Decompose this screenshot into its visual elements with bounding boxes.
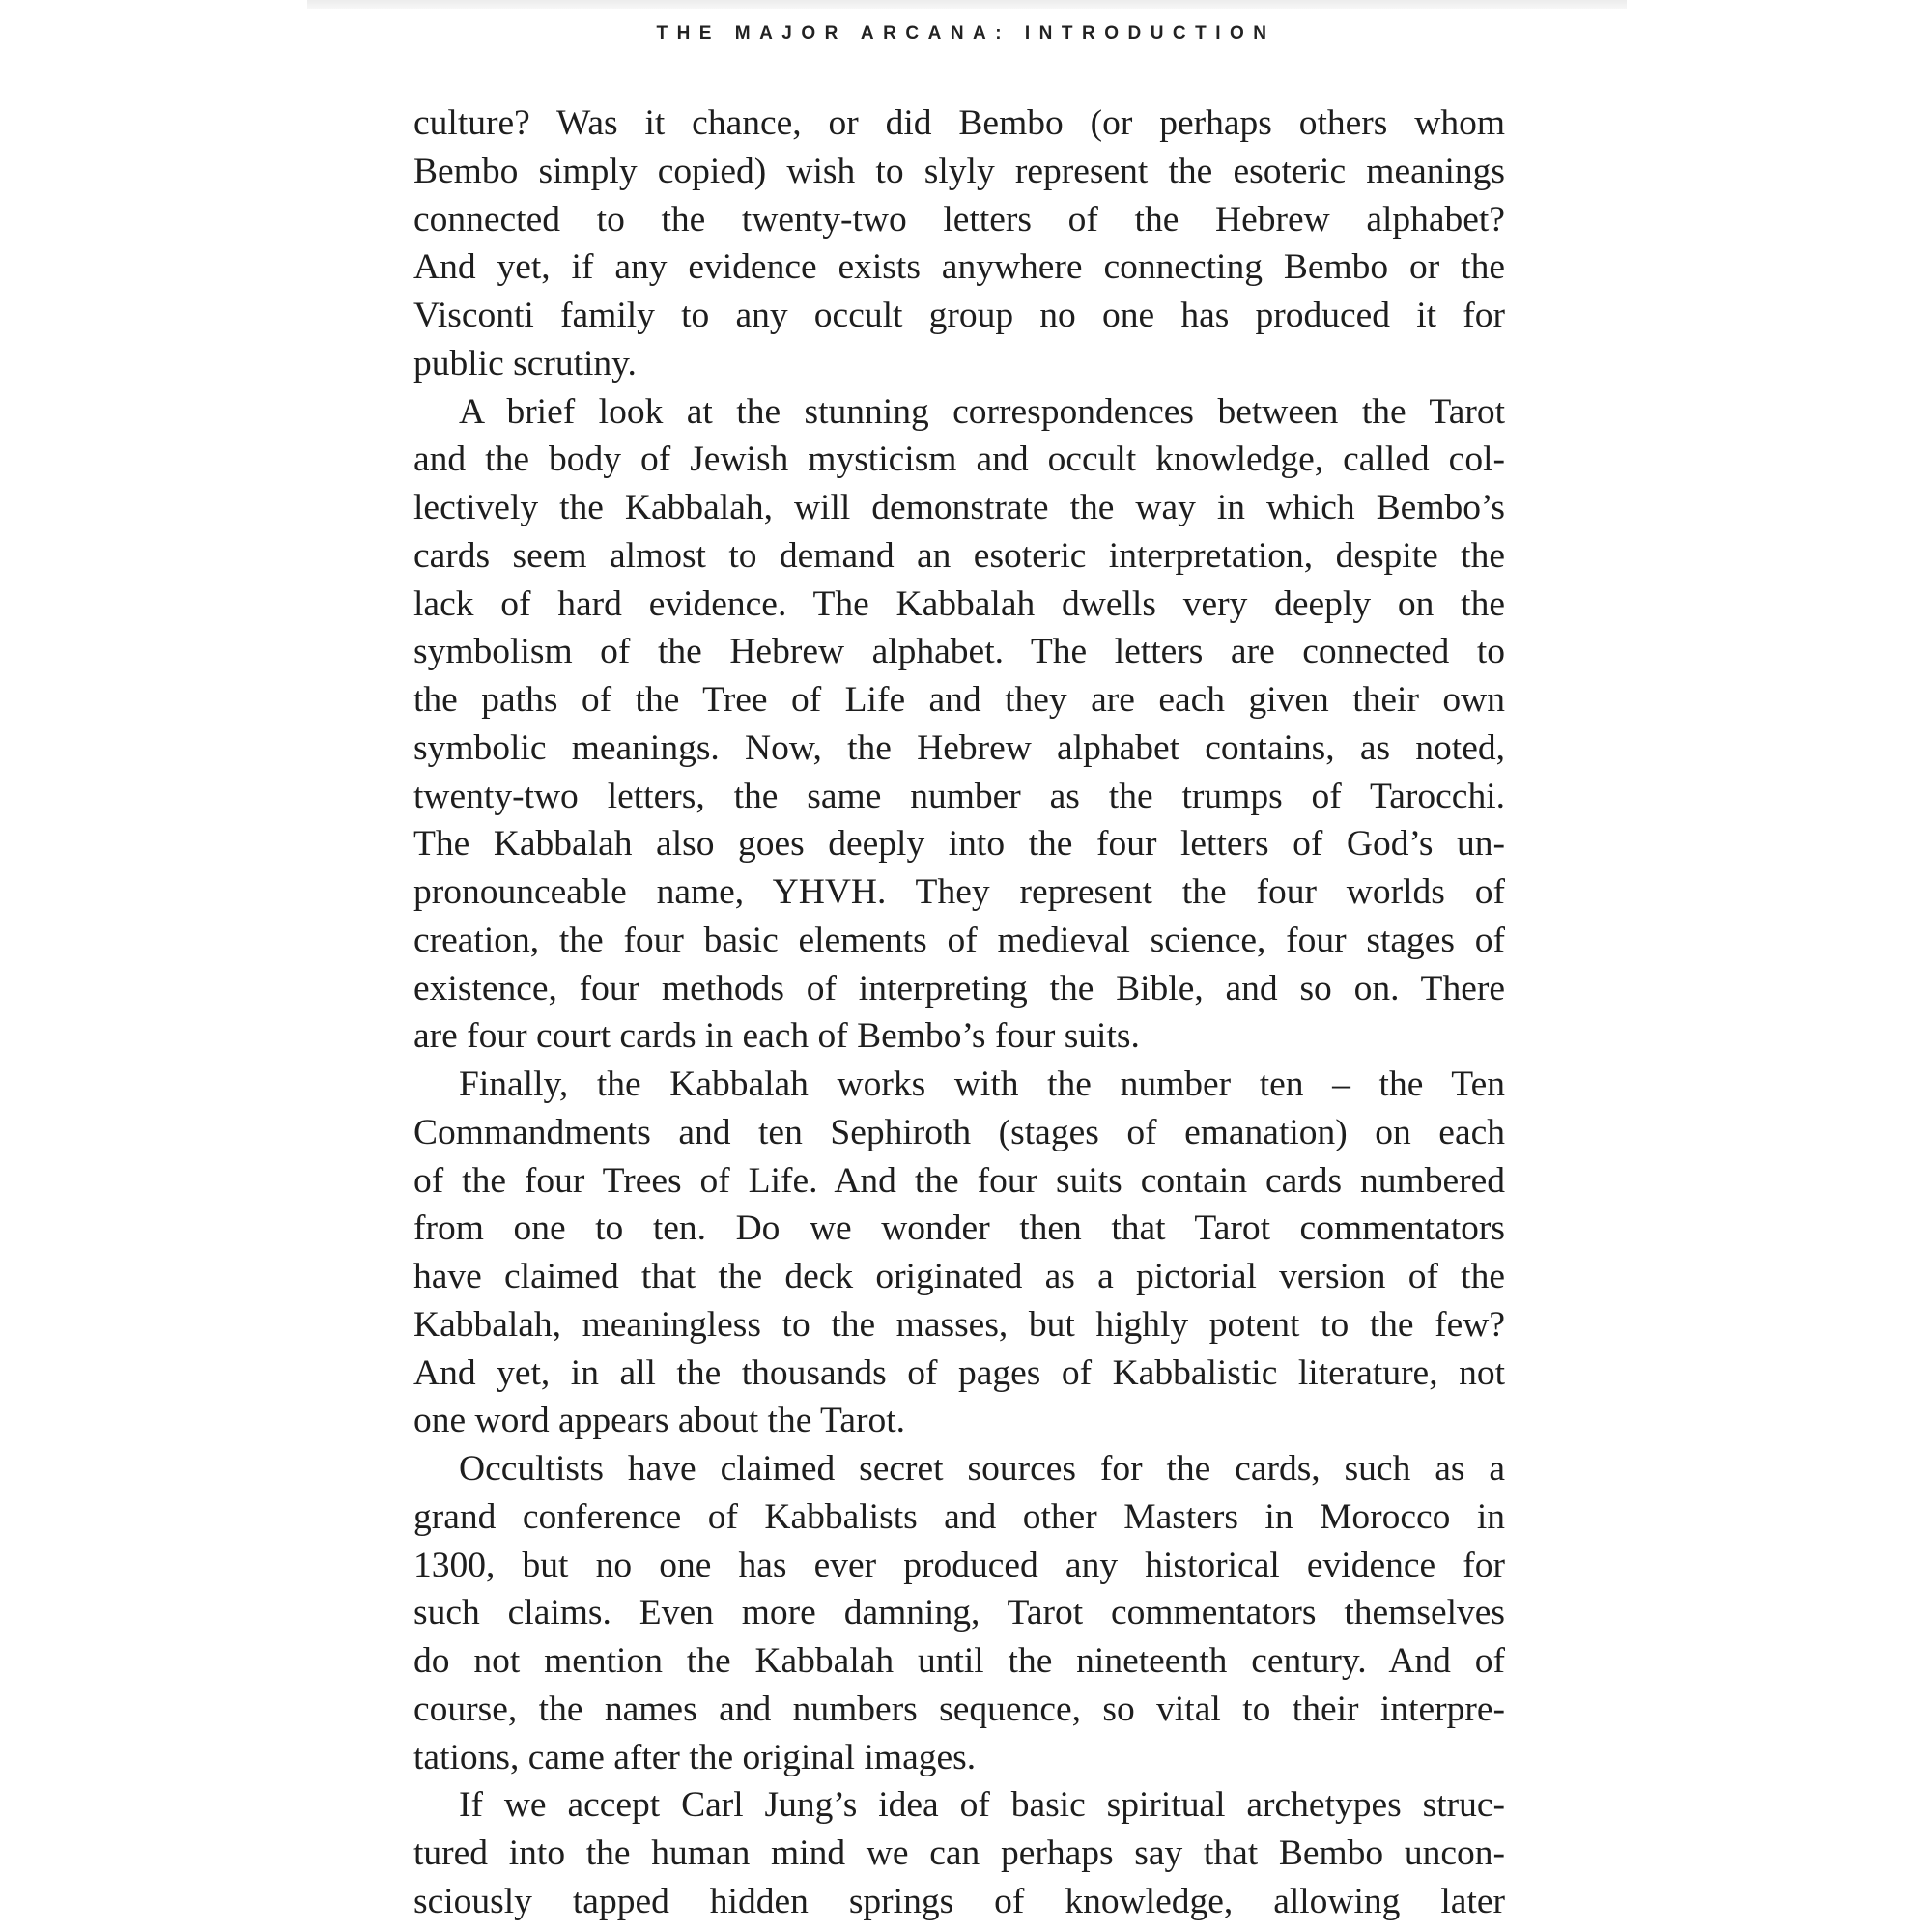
text-line: lectively the Kabbalah, will demonstrate the way in which Bembo’s bbox=[413, 488, 1505, 527]
text-line: connected to the twenty-two letters of the Hebrew alphabet? bbox=[413, 199, 1505, 240]
text-line: culture? Was it chance, or did Bembo (or perhaps others whom bbox=[413, 103, 1505, 143]
text-line: do not mention the Kabbalah until the nineteenth century. And of bbox=[413, 1641, 1505, 1681]
page-top-edge bbox=[307, 0, 1627, 9]
text-line: grand conference of Kabbalists and other Masters in Morocco in bbox=[413, 1496, 1505, 1537]
text-line: creation, the four basic elements of medieval science, four stages of bbox=[413, 920, 1505, 960]
paragraph-2 bbox=[413, 388, 1505, 1062]
text-line: public scrutiny. bbox=[413, 343, 637, 384]
text-line: twenty-two letters, the same number as the trumps of Tarocchi. bbox=[413, 776, 1505, 816]
text-line: symbolism of the Hebrew alphabet. The letters are connected to bbox=[413, 632, 1505, 672]
text-line: existence, four methods of interpreting the Bible, and so on. There bbox=[413, 968, 1505, 1009]
text-line: have claimed that the deck originated as a pictorial version of the bbox=[413, 1257, 1505, 1296]
text-line: cards seem almost to demand an esoteric interpretation, despite the bbox=[413, 535, 1505, 576]
text-line: And yet, if any evidence exists anywhere connecting Bembo or the bbox=[413, 247, 1505, 288]
text-line: lack of hard evidence. The Kabbalah dwells very deeply on the bbox=[413, 583, 1505, 624]
text-line: Finally, the Kabbalah works with the number ten – the Ten bbox=[459, 1065, 1505, 1104]
text-line: such claims. Even more damning, Tarot commentators themselves bbox=[413, 1593, 1505, 1634]
text-line: the paths of the Tree of Life and they are each given their own bbox=[413, 680, 1505, 720]
paragraph-1 bbox=[413, 99, 1505, 388]
paragraph-5 bbox=[413, 1781, 1505, 1925]
paragraph-4 bbox=[413, 1445, 1505, 1781]
text-line: Commandments and ten Sephiroth (stages of emanation) on each bbox=[413, 1112, 1505, 1152]
text-line: of the four Trees of Life. And the four suits contain cards numbered bbox=[413, 1160, 1505, 1201]
text-line: And yet, in all the thousands of pages of Kabbalistic literature, not bbox=[413, 1352, 1505, 1393]
text-line: are four court cards in each of Bembo’s four suits. bbox=[413, 1016, 1140, 1057]
text-line: sciously tapped hidden springs of knowledge, allowing later bbox=[413, 1881, 1505, 1921]
running-head: THE MAJOR ARCANA: INTRODUCTION bbox=[656, 23, 1276, 43]
paragraph-3 bbox=[413, 1061, 1505, 1445]
body-text bbox=[413, 99, 1505, 1926]
text-line: Occultists have claimed secret sources for the cards, such as a bbox=[459, 1449, 1505, 1489]
text-line: from one to ten. Do we wonder then that Tarot commentators bbox=[413, 1208, 1505, 1249]
text-line: Kabbalah, meaningless to the masses, but highly potent to the few? bbox=[413, 1304, 1505, 1345]
text-line: Bembo simply copied) wish to slyly represent the esoteric meanings bbox=[413, 151, 1505, 191]
text-line: If we accept Carl Jung’s idea of basic spiritual archetypes struc- bbox=[459, 1785, 1505, 1826]
text-line: and the body of Jewish mysticism and occult knowledge, called col- bbox=[413, 440, 1505, 480]
text-line: The Kabbalah also goes deeply into the four letters of God’s un- bbox=[413, 824, 1505, 865]
text-line: pronounceable name, YHVH. They represent the four worlds of bbox=[413, 872, 1505, 912]
text-line: course, the names and numbers sequence, so vital to their interpre- bbox=[413, 1689, 1505, 1729]
text-line: Visconti family to any occult group no one has produced it for bbox=[413, 296, 1505, 335]
text-line: symbolic meanings. Now, the Hebrew alphabet contains, as noted, bbox=[413, 727, 1505, 768]
text-line: 1300, but no one has ever produced any historical evidence for bbox=[413, 1545, 1505, 1585]
text-line: one word appears about the Tarot. bbox=[413, 1401, 906, 1441]
text-line: tations, came after the original images. bbox=[413, 1737, 977, 1777]
text-line: tured into the human mind we can perhaps say that Bembo uncon- bbox=[413, 1833, 1505, 1873]
text-line: A brief look at the stunning correspondences between the Tarot bbox=[459, 391, 1505, 432]
